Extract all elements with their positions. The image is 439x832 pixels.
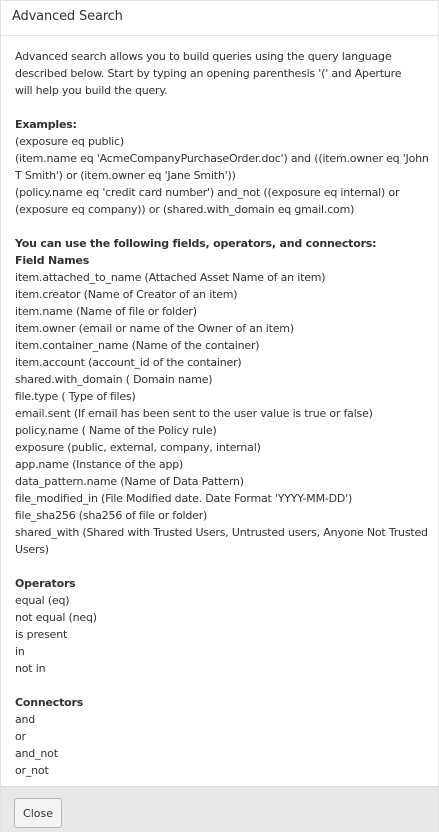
field-names-heading: Field Names <box>15 254 90 267</box>
close-button[interactable]: Close <box>14 798 62 828</box>
connector-item: and_not <box>15 747 58 760</box>
examples-heading: Examples: <box>15 118 77 131</box>
connector-item: or <box>15 730 26 743</box>
field-item: data_pattern.name (Name of Data Pattern) <box>15 475 244 488</box>
field-item: exposure (public, external, company, internal) <box>15 441 261 454</box>
field-item: item.name (Name of file or folder) <box>15 305 197 318</box>
modal-footer <box>1 786 438 832</box>
field-item: item.account (account_id of the container) <box>15 356 242 369</box>
field-item: file.type ( Type of files) <box>15 390 136 403</box>
field-item: file_modified_in (File Modified date. Date Format 'YYYY-MM-DD') <box>15 492 353 505</box>
operators-heading: Operators <box>15 577 76 590</box>
example-item: (exposure eq public) <box>15 135 124 148</box>
connectors-heading: Connectors <box>15 696 84 709</box>
operator-item: equal (eq) <box>15 594 70 607</box>
intro-text: Advanced search allows you to build queries using the query language described below. Start by typing an opening parenthesis '(' and Aperture will help you build the query. <box>15 50 402 97</box>
fields-intro: You can use the following fields, operators, and connectors: <box>15 237 377 250</box>
field-item: item.owner (email or name of the Owner of an item) <box>15 322 294 335</box>
operator-item: in <box>15 645 25 658</box>
connector-item: or_not <box>15 764 49 777</box>
field-item: shared_with (Shared with Trusted Users, Untrusted users, Anyone Not Trusted Users) <box>15 526 428 556</box>
field-item: item.creator (Name of Creator of an item) <box>15 288 238 301</box>
example-item: (item.name eq 'AcmeCompanyPurchaseOrder.doc') and ((item.owner eq 'John T Smith') or (item.owner eq 'Jane Smith')) <box>15 152 429 182</box>
field-item: item.container_name (Name of the container) <box>15 339 260 352</box>
connector-item: and <box>15 713 36 726</box>
field-item: email.sent (If email has been sent to the user value is true or false) <box>15 407 373 420</box>
field-item: app.name (Instance of the app) <box>15 458 184 471</box>
field-item: item.attached_to_name (Attached Asset Name of an item) <box>15 271 326 284</box>
field-item: file_sha256 (sha256 of file or folder) <box>15 509 208 522</box>
modal-title: Advanced Search <box>12 9 123 24</box>
operator-item: not in <box>15 662 46 675</box>
operator-item: not equal (neq) <box>15 611 97 624</box>
modal-body <box>15 48 429 779</box>
operator-item: is present <box>15 628 68 641</box>
field-item: policy.name ( Name of the Policy rule) <box>15 424 217 437</box>
field-item: shared.with_domain ( Domain name) <box>15 373 213 386</box>
example-item: (policy.name eq 'credit card number') and_not ((exposure eq internal) or (exposure eq company)) or (shared.with_domain eq gmail.com) <box>15 186 400 216</box>
modal-header <box>1 1 438 36</box>
